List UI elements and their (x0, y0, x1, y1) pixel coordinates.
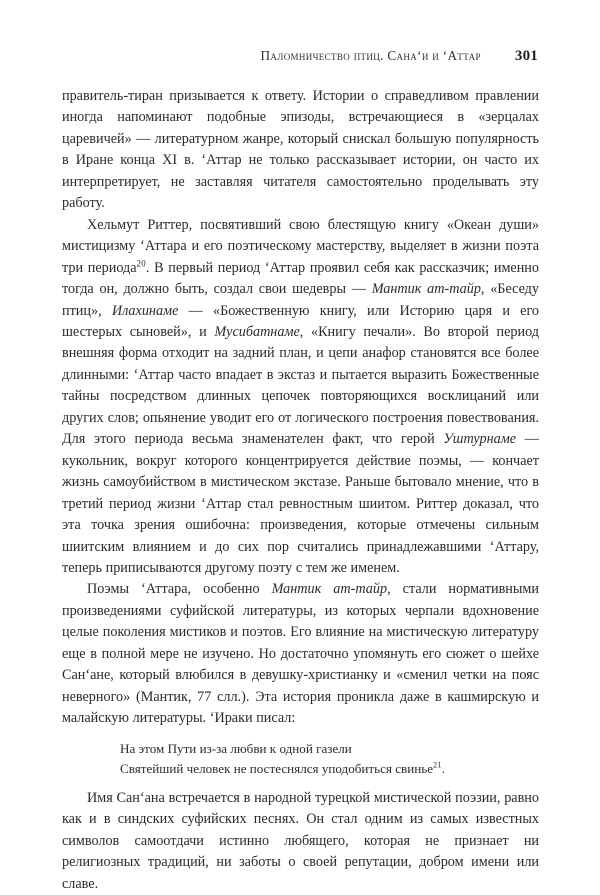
text-run: — «Божественную книгу, или Историю царя и его шестерых сыновей», и (62, 302, 540, 340)
verse-line (120, 759, 539, 779)
footnote-marker: 20 (136, 257, 146, 268)
text-run: правитель-тиран призывается к ответу. Истории о справедливом правлении иногда напоминают подобные эпизоды, встречающиеся в «зерцалах царевичей» — литературном жанре, который снискал большую популярность в Иране конца XI в. ‘Аттар не только рассказывает истории, он часто их интерпретирует, не заставляя читателя самостоятельно проделывать эту работу. (62, 88, 539, 212)
italic-title: Мантик ат-тайр (271, 581, 388, 598)
verse-line-text: Святейший человек не постеснялся уподобиться свинье (120, 760, 434, 776)
page-number: 301 (514, 48, 538, 64)
text-run: — кукольник, вокруг которого концентрируется действие поэмы, — кончает жизнь самоубийством в мистическом экстазе. Раньше бытовало мнение, что в третий период жизни ‘Аттар стал ревностным шиитом. Риттер доказал, что эта точка зрения ошибочна: произведения, которые отмечены сильным шиитским влиянием и до сих пор считались принадлежавшими ‘Аттару, теперь приписываются другому поэту с тем же именем. (62, 431, 539, 576)
verse-quotation (62, 739, 539, 778)
italic-title: Мусибатнаме (214, 323, 300, 340)
text-run: Хельмут Риттер, посвятивший свою блестящую книгу «Океан души» мистицизму ‘Аттара и его поэтическому мастерству, выделяет в жизни поэта три периода (62, 216, 539, 276)
italic-title: Уштурнаме (443, 431, 517, 448)
text-run: . В первый период ‘Аттар проявил себя как рассказчик; именно тогда он, должно быть, создал свои шедевры — (62, 259, 539, 298)
text-run: Имя Сан‘ана встречается в народной турецкой мистической поэзии, равно как и в синдских суфийских песнях. Он стал одним из самых известных символов самоотдачи истинно любящего, которая не признает ни религиозных традиций, ни заботы о своей репутации, добром имени или славе. (62, 789, 539, 892)
running-head (62, 48, 538, 68)
paragraph (62, 788, 539, 895)
paragraph (62, 215, 539, 580)
text-run: , стали нормативными произведениями суфийской литературы, из которых черпали вдохновение целые поколения мистиков и поэтов. Его влияние на мистическую литературу еще в полной мере не изучено. Но достаточно упомянуть его сюжет о шейхе Сан‘ане, который влюбился в девушку-христианку и «сменил четки на пояс неверного» (Мантик, 77 слл.). Эта история проникла даже в кашмирскую и малайскую литературы. ‘Ираки писал: (62, 581, 539, 727)
running-head-title: Паломничество птиц. Сана‘и и ‘Аттар (260, 48, 481, 63)
text-block (62, 86, 539, 895)
text-run: , «Книгу печали». Во второй период внешняя форма отходит на задний план, и цепи анафор становятся все более длинными: ‘Аттар часто впадает в экстаз и пытается выразить Божественные тайны посредством длинных цепочек повторяющихся восклицаний или других слов; опьянение уводит его от логического построения повествования. Для этого периода весьма знаменателен факт, что герой (62, 323, 539, 448)
paragraph (62, 86, 539, 215)
italic-title: Илахинаме (111, 302, 179, 319)
verse-line: На этом Пути из-за любви к одной газели (120, 741, 352, 757)
paragraph (62, 579, 539, 729)
verse-line-punctuation: . (441, 760, 445, 776)
italic-title: Мантик ат-тайр (371, 281, 481, 298)
footnote-marker: 21 (433, 760, 442, 770)
text-run: Поэмы ‘Аттара, особенно (87, 581, 272, 598)
text-run: , «Беседу птиц», (62, 281, 539, 319)
